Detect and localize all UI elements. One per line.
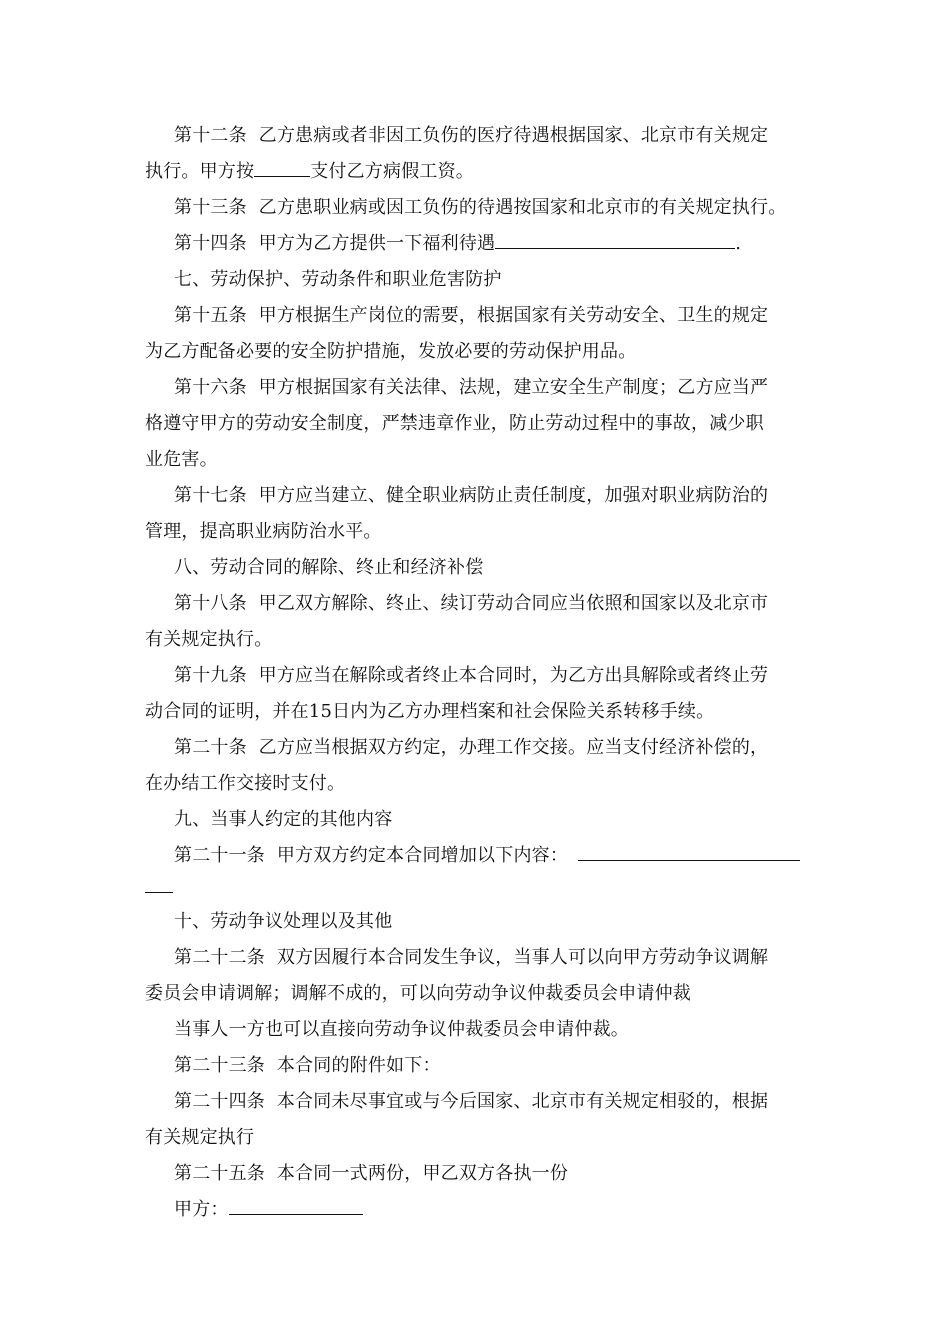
- welfare-blank: [495, 232, 735, 249]
- article-19-line-1: 第十九条 甲方应当在解除或者终止本合同时，为乙方出具解除或者终止劳: [174, 665, 769, 686]
- article-25: 第二十五条 本合同一式两份，甲乙双方各执一份: [174, 1163, 569, 1184]
- section-10-heading: 十、劳动争议处理以及其他: [174, 911, 393, 932]
- article-14-text: 第十四条 甲方为乙方提供一下福利待遇: [174, 233, 496, 254]
- article-12-text-b: 支付乙方病假工资。: [310, 161, 475, 182]
- article-16-line-3: 业危害。: [145, 449, 218, 470]
- article-12-line-1: 第十二条 乙方患病或者非因工负伤的医疗待遇根据国家、北京市有关规定: [174, 125, 769, 146]
- additional-content-blank-continued: [145, 892, 173, 893]
- article-23: 第二十三条 本合同的附件如下：: [174, 1055, 441, 1076]
- article-21: [174, 844, 800, 868]
- article-12-text-a: 执行。甲方按: [145, 161, 255, 182]
- article-17-line-2: 管理，提高职业病防治水平。: [145, 521, 382, 542]
- article-18-line-1: 第十八条 甲乙双方解除、终止、续订劳动合同应当依照和国家以及北京市: [174, 593, 769, 614]
- article-14-period: .: [735, 233, 742, 254]
- article-13: 第十三条 乙方患职业病或因工负伤的待遇按国家和北京市的有关规定执行。: [174, 197, 787, 218]
- party-a-signature-line: [174, 1198, 363, 1222]
- article-14: [174, 232, 741, 256]
- article-16-line-2: 格遵守甲方的劳动安全制度，严禁违章作业，防止劳动过程中的事故，减少职: [145, 413, 764, 434]
- article-22-line-1: 第二十二条 双方因履行本合同发生争议，当事人可以向甲方劳动争议调解: [174, 947, 769, 968]
- article-17-line-1: 第十七条 甲方应当建立、健全职业病防止责任制度，加强对职业病防治的: [174, 485, 769, 506]
- party-a-blank: [229, 1198, 363, 1215]
- article-12-line-2: [145, 160, 474, 184]
- section-9-heading: 九、当事人约定的其他内容: [174, 809, 393, 830]
- article-24-line-2: 有关规定执行: [145, 1127, 255, 1148]
- section-8-heading: 八、劳动合同的解除、终止和经济补偿: [174, 557, 484, 578]
- article-15-line-2: 为乙方配备必要的安全防护措施，发放必要的劳动保护用品。: [145, 341, 637, 362]
- article-20-line-2: 在办结工作交接时支付。: [145, 773, 346, 794]
- party-a-label: 甲方：: [174, 1199, 229, 1220]
- article-22-line-3: 当事人一方也可以直接向劳动争议仲裁委员会申请仲裁。: [174, 1019, 629, 1040]
- additional-content-blank: [578, 844, 800, 861]
- section-7-heading: 七、劳动保护、劳动条件和职业危害防护: [174, 269, 502, 290]
- article-21-text: 第二十一条 甲方双方约定本合同增加以下内容：: [174, 845, 569, 866]
- article-16-line-1: 第十六条 甲方根据国家有关法律、法规，建立安全生产制度；乙方应当严: [174, 377, 769, 398]
- article-18-line-2: 有关规定执行。: [145, 629, 273, 650]
- article-24-line-1: 第二十四条 本合同未尽事宜或与今后国家、北京市有关规定相驳的，根据: [174, 1091, 769, 1112]
- article-15-line-1: 第十五条 甲方根据生产岗位的需要，根据国家有关劳动安全、卫生的规定: [174, 305, 769, 326]
- article-19-line-2: 动合同的证明，并在15日内为乙方办理档案和社会保险关系转移手续。: [145, 701, 715, 722]
- article-22-line-2: 委员会申请调解；调解不成的，可以向劳动争议仲裁委员会申请仲裁: [145, 983, 691, 1004]
- article-20-line-1: 第二十条 乙方应当根据双方约定，办理工作交接。应当支付经济补偿的，: [174, 737, 769, 758]
- sick-pay-blank: [254, 160, 310, 177]
